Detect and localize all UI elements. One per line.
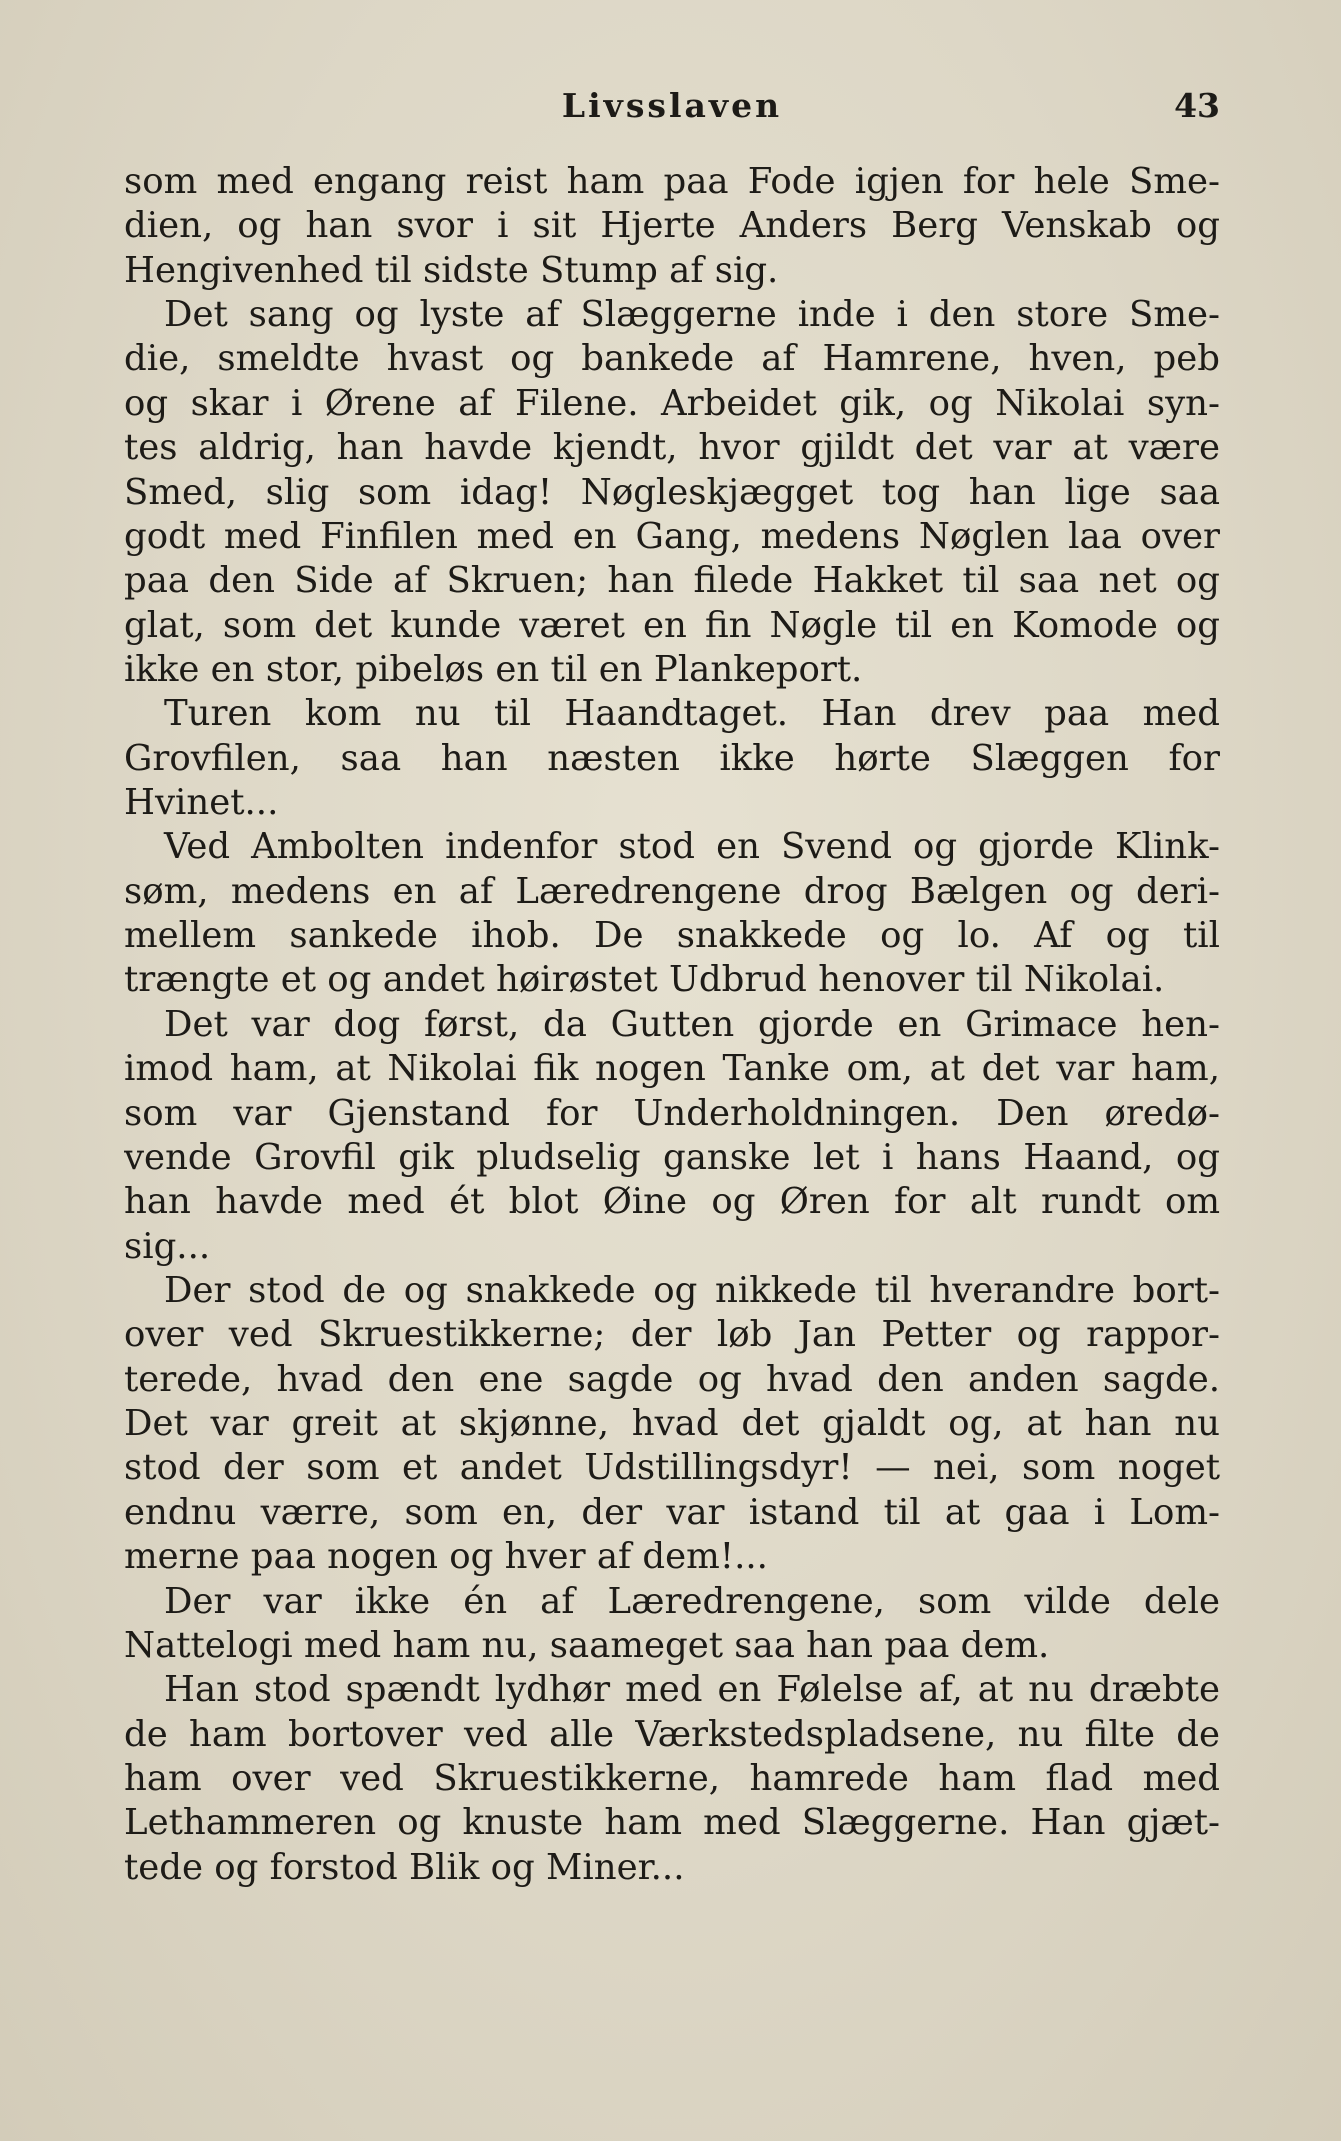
text-line: og skar i Ørene af Filene. Arbeidet gik, og Nikolai syn- bbox=[124, 382, 1220, 424]
page-number: 43 bbox=[1174, 86, 1220, 125]
text-line: Lethammeren og knuste ham med Slæggerne. Han gjæt- bbox=[124, 1802, 1220, 1844]
text-line: godt med Finfilen med en Gang, medens Nøglen laa over bbox=[124, 515, 1220, 557]
text-line: over ved Skruestikkerne; der løb Jan Petter og rappor- bbox=[124, 1314, 1220, 1356]
running-title: Livsslaven bbox=[561, 86, 783, 125]
text-line: Grovfilen, saa han næsten ikke hørte Slæggen for bbox=[124, 737, 1220, 779]
text-line: Der stod de og snakkede og nikkede til hverandre bort- bbox=[164, 1269, 1220, 1311]
text-line: paa den Side af Skruen; han filede Hakket til saa net og bbox=[124, 560, 1220, 602]
running-head bbox=[124, 86, 1220, 134]
text-line: Det sang og lyste af Slæggerne inde i den store Sme- bbox=[164, 294, 1220, 336]
text-line: Hvinet... bbox=[124, 782, 279, 824]
text-line: Han stod spændt lydhør med en Følelse af, at nu dræbte bbox=[164, 1669, 1220, 1711]
text-line: han havde med ét blot Øine og Øren for alt rundt om bbox=[124, 1181, 1220, 1223]
text-line: Smed, slig som idag! Nøgleskjægget tog han lige saa bbox=[124, 471, 1220, 513]
text-line: som var Gjenstand for Underholdningen. Den øredø- bbox=[124, 1092, 1220, 1134]
text-line: trængte et og andet høirøstet Udbrud henover til Nikolai. bbox=[124, 959, 1165, 1001]
text-line: merne paa nogen og hver af dem!... bbox=[124, 1536, 768, 1578]
text-line: Der var ikke én af Læredrengene, som vilde dele bbox=[164, 1580, 1220, 1622]
text-line: tede og forstod Blik og Miner... bbox=[124, 1846, 685, 1888]
text-line: endnu værre, som en, der var istand til at gaa i Lom- bbox=[124, 1491, 1220, 1533]
text-line: søm, medens en af Læredrengene drog Bælgen og deri- bbox=[124, 870, 1220, 912]
text-line: ikke en stor, pibeløs en til en Plankeport. bbox=[124, 648, 863, 690]
text-line: Turen kom nu til Haandtaget. Han drev paa med bbox=[164, 693, 1220, 735]
text-line: som med engang reist ham paa Fode igjen for hele Sme- bbox=[124, 161, 1220, 202]
text-line: Det var dog først, da Gutten gjorde en Grimace hen- bbox=[164, 1003, 1220, 1045]
text-line: die, smeldte hvast og bankede af Hamrene, hven, peb bbox=[124, 338, 1220, 380]
text-line: tes aldrig, han havde kjendt, hvor gjildt det var at være bbox=[124, 427, 1220, 469]
body-text bbox=[124, 160, 1220, 1890]
text-line: Det var greit at skjønne, hvad det gjaldt og, at han nu bbox=[124, 1403, 1220, 1445]
text-line: mellem sankede ihob. De snakkede og lo. Af og til bbox=[124, 915, 1220, 957]
text-line: imod ham, at Nikolai fik nogen Tanke om, at det var ham, bbox=[124, 1048, 1220, 1090]
text-line: dien, og han svor i sit Hjerte Anders Berg Venskab og bbox=[124, 205, 1220, 247]
text-line: Ved Ambolten indenfor stod en Svend og gjorde Klink- bbox=[164, 826, 1220, 868]
text-line: ham over ved Skruestikkerne, hamrede ham flad med bbox=[124, 1757, 1220, 1799]
text-line: sig... bbox=[124, 1225, 211, 1267]
text-line: Nattelogi med ham nu, saameget saa han paa dem. bbox=[124, 1624, 1050, 1666]
text-line: Hengivenhed til sidste Stump af sig. bbox=[124, 249, 779, 291]
text-line: glat, som det kunde været en fin Nøgle til en Komode og bbox=[124, 604, 1220, 646]
text-line: terede, hvad den ene sagde og hvad den anden sagde. bbox=[124, 1358, 1220, 1400]
text-line: vende Grovfil gik pludselig ganske let i hans Haand, og bbox=[124, 1136, 1220, 1178]
text-line: stod der som et andet Udstillingsdyr! — nei, som noget bbox=[124, 1447, 1220, 1489]
text-line: de ham bortover ved alle Værkstedspladsene, nu filte de bbox=[124, 1713, 1220, 1755]
